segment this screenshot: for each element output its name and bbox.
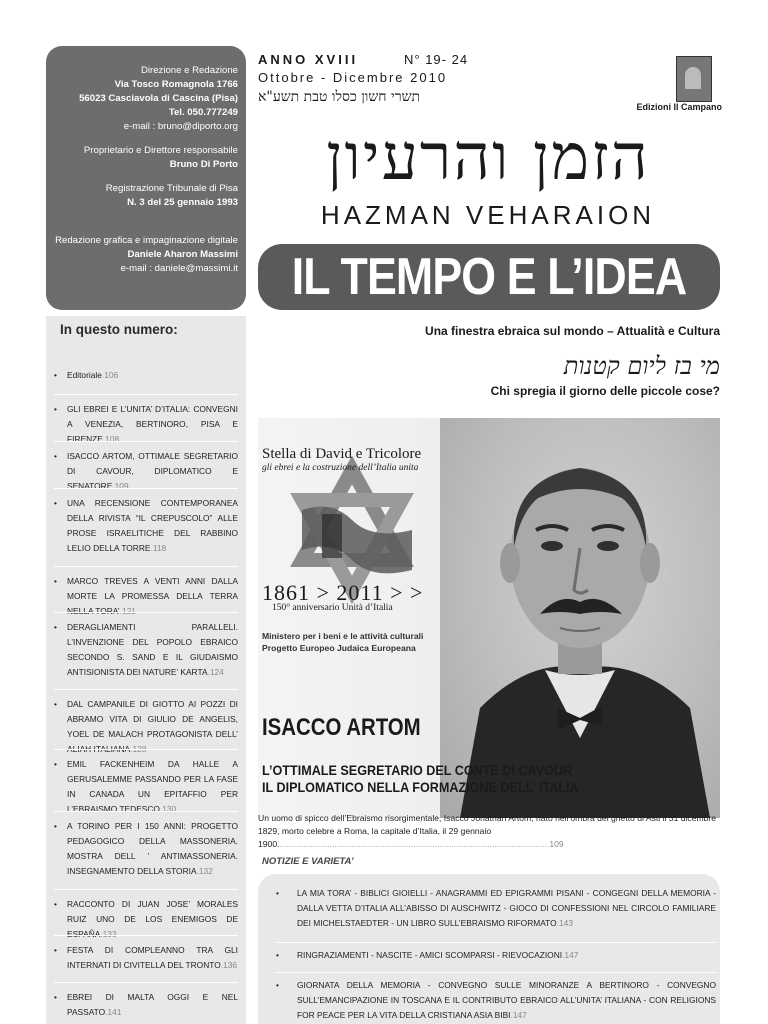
- motto: Chi spregia il giorno delle piccole cose?: [490, 384, 720, 398]
- toc-item-page: 121: [121, 606, 136, 616]
- toc-item-page: 132: [198, 866, 213, 876]
- bullet-icon: •: [276, 950, 279, 960]
- toc-divider: [54, 811, 238, 812]
- project-name: Progetto Europeo Judaica Europeana: [262, 643, 416, 653]
- toc-item-title: GLI EBREI E L’UNITA’ D’ITALIA: CONVEGNI A VENEZIA, BERTINORO, PISA E FIRENZE: [67, 404, 238, 444]
- toc-item-title: FESTA DI COMPLEANNO TRA GLI INTERNATI DI CIVITELLA DEL TRONTO: [67, 945, 238, 970]
- bullet-icon: •: [276, 980, 279, 990]
- toc-item-page: 141: [107, 1007, 122, 1017]
- issue-date: Ottobre - Dicembre 2010: [258, 70, 448, 85]
- bullet-icon: •: [54, 759, 57, 769]
- bullet-icon: •: [54, 821, 57, 831]
- toc-item[interactable]: • RACCONTO DI JUAN JOSE’ MORALES RUIZ UNO DE LOS ENEMIGOS DE ESPAÑA.133: [54, 899, 238, 939]
- masthead-info-box: [46, 46, 246, 310]
- editor-email: e-mail : bruno@diporto.org: [123, 121, 238, 132]
- bullet-icon: •: [54, 370, 57, 380]
- toc-item[interactable]: • FESTA DI COMPLEANNO TRA GLI INTERNATI DI CIVITELLA DEL TRONTO.136: [54, 945, 238, 970]
- toc-item-title: A TORINO PER I 150 ANNI: PROGETTO PEDAGOGICO DELLA MASSONERIA. MOSTRA DELL ’ ANTIMASSONERIA. INSEGNAMENTO DELLA STORIA: [67, 821, 238, 876]
- redazione-label: Redazione grafica e impaginazione digitale: [55, 235, 238, 246]
- notizie-item[interactable]: • GIORNATA DELLA MEMORIA - CONVEGNO SULLE MINORANZE A BERTINORO - CONVEGNO SULL’EMANCIPAZIONE IN TOSCANA E IL CONTRIBUTO EBRAICO ALL’UNITA’ ITALIANA - CON RELIGIONS FOR PEACE PER LA VITA DELLA CRISTIANA ASIA BIBI.147: [276, 980, 716, 1020]
- toc-item-page: 108: [105, 434, 120, 444]
- hebrew-motto: מי בז ליום קטנות: [563, 352, 720, 380]
- portrait-illustration: [440, 418, 720, 818]
- ministry-name: Ministero per i beni e le attività culturali: [262, 631, 424, 641]
- toc-item[interactable]: • Editoriale.106: [54, 368, 238, 383]
- bullet-icon: •: [54, 699, 57, 709]
- toc-item[interactable]: • GLI EBREI E L’UNITA’ D’ITALIA: CONVEGNI A VENEZIA, BERTINORO, PISA E FIRENZE.108: [54, 404, 238, 444]
- toc-item-title: DAL CAMPANILE DI GIOTTO AI POZZI DI ABRAMO VITA DI GIULIO DE ANGELIS, YOEL DE MALACH PROTAGONISTA DELL’ ALIAH ITALIANA: [67, 699, 238, 754]
- toc-item-page: 118: [152, 543, 167, 553]
- feature-description: Un uomo di spicco dell’Ebraismo risorgimentale, Isacco Jonathan Artom, nato nell’ombra del ghetto di Asti il 31 dicembre 1829, morto celebre a Roma, la capitale d’Italia, il 29 gennaio 1900..................................................................................................................109: [258, 813, 717, 849]
- feature-page: 109: [549, 839, 564, 849]
- feature-subheadline-2: IL DIPLOMATICO NELLA FORMAZIONE DELL’ ITALIA: [262, 779, 579, 795]
- proprietario-label: Proprietario e Direttore responsabile: [83, 145, 238, 156]
- anniversary-years: 1861 > 2011 > >: [262, 580, 424, 605]
- toc-heading: In questo numero:: [60, 322, 178, 337]
- toc-item[interactable]: • ISACCO ARTOM, OTTIMALE SEGRETARIO DI CAVOUR, DIPLOMATICO E SENATORE.109: [54, 451, 238, 491]
- feature-subheadline: [262, 762, 579, 796]
- toc-sidebar: [46, 316, 246, 1024]
- bullet-icon: •: [54, 404, 57, 414]
- toc-item-page: 106: [104, 370, 119, 380]
- issue-year: ANNO XVIII: [258, 52, 359, 67]
- feature-subheadline-1: L’OTTIMALE SEGRETARIO DEL CONTE DI CAVOUR: [262, 762, 573, 778]
- toc-item-title: EMIL FACKENHEIM DA HALLE A GERUSALEMME PASSANDO PER LA FASE IN CANADA UN EPITAFFIO PER L’EBRAISMO TEDESCO: [67, 759, 238, 814]
- redazione-name: Daniele Aharon Massimi: [127, 249, 238, 260]
- notizie-item-page: 143: [559, 918, 573, 928]
- toc-divider: [54, 441, 238, 442]
- bullet-icon: •: [54, 622, 57, 632]
- toc-item-title: RACCONTO DI JUAN JOSE’ MORALES RUIZ UNO DE LOS ENEMIGOS DE ESPAÑA: [67, 899, 238, 939]
- notizie-divider: [276, 972, 716, 973]
- toc-item-title: Editoriale: [67, 370, 102, 380]
- publisher-logo: [676, 56, 712, 102]
- magazine-title: IL TEMPO E L’IDEA: [291, 248, 687, 306]
- anniversary-label: 150° anniversario Unità d’Italia: [272, 603, 393, 613]
- address-line-2: 56023 Casciavola di Cascina (Pisa): [79, 93, 238, 104]
- toc-item[interactable]: • MARCO TREVES A VENTI ANNI DALLA MORTE LA PROMESSA DELLA TERRA NELLA TORA’.121: [54, 576, 238, 616]
- toc-item-title: MARCO TREVES A VENTI ANNI DALLA MORTE LA PROMESSA DELLA TERRA NELLA TORA’: [67, 576, 238, 616]
- toc-item-page: 124: [209, 667, 224, 677]
- notizie-item-title: LA MIA TORA’ - BIBLICI GIOIELLI - ANAGRAMMI ED EPIGRAMMI PISANI - CONGEGNI DELLA MEMORIA - DALLA VETTA D’ITALIA ALL’ABISSO DI AUSCHWITZ - GIOCO DI CONFESSIONI NEL CIRCOLO FAMILIARE DEI MICHELSTAEDTER - UN LIBRO SULL’EBRAISMO RIFORMATO: [297, 888, 716, 928]
- toc-divider: [54, 566, 238, 567]
- bullet-icon: •: [54, 451, 57, 461]
- proprietario-name: Bruno Di Porto: [169, 159, 238, 170]
- toc-item-title: ISACCO ARTOM, OTTIMALE SEGRETARIO DI CAVOUR, DIPLOMATICO E SENATORE: [67, 451, 238, 491]
- toc-divider: [54, 689, 238, 690]
- registrazione-number: N. 3 del 25 gennaio 1993: [127, 197, 238, 208]
- toc-item-page: 128: [132, 744, 147, 754]
- bullet-icon: •: [54, 899, 57, 909]
- toc-item-title: UNA RECENSIONE CONTEMPORANEA DELLA RIVISTA “IL CREPUSCOLO” ALLE PROSE ISRAELITICHE DEL RABBINO LELIO DELLA TORRE: [67, 498, 238, 553]
- notizie-item-page: 147: [512, 1010, 527, 1020]
- registrazione-label: Registrazione Tribunale di Pisa: [105, 183, 238, 194]
- bullet-icon: •: [54, 498, 57, 508]
- toc-item-page: 136: [223, 960, 238, 970]
- toc-divider: [54, 889, 238, 890]
- toc-item[interactable]: • UNA RECENSIONE CONTEMPORANEA DELLA RIVISTA “IL CREPUSCOLO” ALLE PROSE ISRAELITICHE DEL RABBINO LELIO DELLA TORRE.118: [54, 498, 238, 553]
- address-line-1: Via Tosco Romagnola 1766: [114, 79, 238, 90]
- hebrew-title: הזמן והרעיון: [326, 121, 650, 195]
- toc-item-page: 130: [162, 804, 177, 814]
- notizie-box: [258, 874, 720, 1024]
- toc-item-title: EBREI DI MALTA OGGI E NEL PASSATO: [67, 992, 238, 1017]
- hebrew-date: תשרי חשון כסלו טבת תשע"א: [258, 89, 421, 105]
- toc-item-page: 133: [102, 929, 117, 939]
- bullet-icon: •: [54, 576, 57, 586]
- notizie-divider: [276, 942, 716, 943]
- toc-item[interactable]: • EMIL FACKENHEIM DA HALLE A GERUSALEMME PASSANDO PER LA FASE IN CANADA UN EPITAFFIO PER L’EBRAISMO TEDESCO.130: [54, 759, 238, 814]
- toc-item-page: 109: [114, 481, 129, 491]
- feature-headline: ISACCO ARTOM: [262, 714, 421, 741]
- toc-item-title: DERAGLIAMENTI PARALLELI. L’INVENZIONE DEL POPOLO EBRAICO SECONDO S. SAND E IL GIUDAISMO ANTISIONISTA DEI NATURE’ KARTA: [67, 622, 238, 677]
- bullet-icon: •: [276, 888, 279, 898]
- stella-subtitle: gli ebrei e la costruzione dell’Italia unita: [262, 463, 419, 473]
- toc-divider: [54, 488, 238, 489]
- toc-divider: [54, 982, 238, 983]
- publisher-name: Edizioni Il Campano: [636, 102, 722, 112]
- notizie-item-title: GIORNATA DELLA MEMORIA - CONVEGNO SULLE MINORANZE A BERTINORO - CONVEGNO SULL’EMANCIPAZIONE IN TOSCANA E IL CONTRIBUTO EBRAICO ALL’UNITA’ ITALIANA - CON RELIGIONS FOR PEACE PER LA VITA DELLA CRISTIANA ASIA BIBI: [297, 980, 716, 1020]
- notizie-item-page: 147: [564, 950, 579, 960]
- title-transliteration: HAZMAN VEHARAION: [320, 200, 656, 230]
- toc-divider: [54, 394, 238, 395]
- issue-number: N° 19- 24: [404, 52, 469, 67]
- toc-divider: [54, 612, 238, 613]
- notizie-heading: NOTIZIE E VARIETA’: [262, 856, 354, 867]
- toc-item[interactable]: • EBREI DI MALTA OGGI E NEL PASSATO.141: [54, 992, 238, 1017]
- notizie-item[interactable]: • RINGRAZIAMENTI - NASCITE - AMICI SCOMPARSI - RIEVOCAZIONI.147: [276, 948, 716, 963]
- ministry-credits: [262, 630, 442, 654]
- toc-divider: [54, 749, 238, 750]
- notizie-item[interactable]: • LA MIA TORA’ - BIBLICI GIOIELLI - ANAGRAMMI ED EPIGRAMMI PISANI - CONGEGNI DELLA MEMORIA - DALLA VETTA D’ITALIA ALL’ABISSO DI AUSCHWITZ - GIOCO DI CONFESSIONI NEL CIRCOLO FAMILIARE DEI MICHELSTAEDTER - UN LIBRO SULL’EBRAISMO RIFORMATO.143: [276, 888, 716, 928]
- toc-divider: [54, 935, 238, 936]
- portrait-photo: [440, 418, 720, 818]
- bullet-icon: •: [54, 992, 57, 1002]
- telephone: Tel. 050.777249: [168, 107, 238, 118]
- redazione-email: e-mail : daniele@massimi.it: [120, 263, 238, 274]
- toc-item[interactable]: • DERAGLIAMENTI PARALLELI. L’INVENZIONE DEL POPOLO EBRAICO SECONDO S. SAND E IL GIUDAISMO ANTISIONISTA DEI NATURE’ KARTA.124: [54, 622, 238, 677]
- notizie-item-title: RINGRAZIAMENTI - NASCITE - AMICI SCOMPARSI - RIEVOCAZIONI: [297, 950, 563, 960]
- bullet-icon: •: [54, 945, 57, 955]
- direzione-label: Direzione e Redazione: [140, 65, 238, 76]
- feature-description-text: Un uomo di spicco dell’Ebraismo risorgimentale, Isacco Jonathan Artom, nato nell’ombra del ghetto di Asti il 31 dicembre 1829, morto celebre a Roma, la capitale d’Italia, il 29 gennaio 1900.: [258, 813, 717, 849]
- toc-item[interactable]: • A TORINO PER I 150 ANNI: PROGETTO PEDAGOGICO DELLA MASSONERIA. MOSTRA DELL ’ ANTIMASSONERIA. INSEGNAMENTO DELLA STORIA.132: [54, 821, 238, 876]
- toc-item[interactable]: • DAL CAMPANILE DI GIOTTO AI POZZI DI ABRAMO VITA DI GIULIO DE ANGELIS, YOEL DE MALACH PROTAGONISTA DELL’ ALIAH ITALIANA.128: [54, 699, 238, 754]
- magazine-subtitle: Una finestra ebraica sul mondo – Attualità e Cultura: [425, 324, 720, 338]
- stella-title: Stella di David e Tricolore: [262, 446, 422, 462]
